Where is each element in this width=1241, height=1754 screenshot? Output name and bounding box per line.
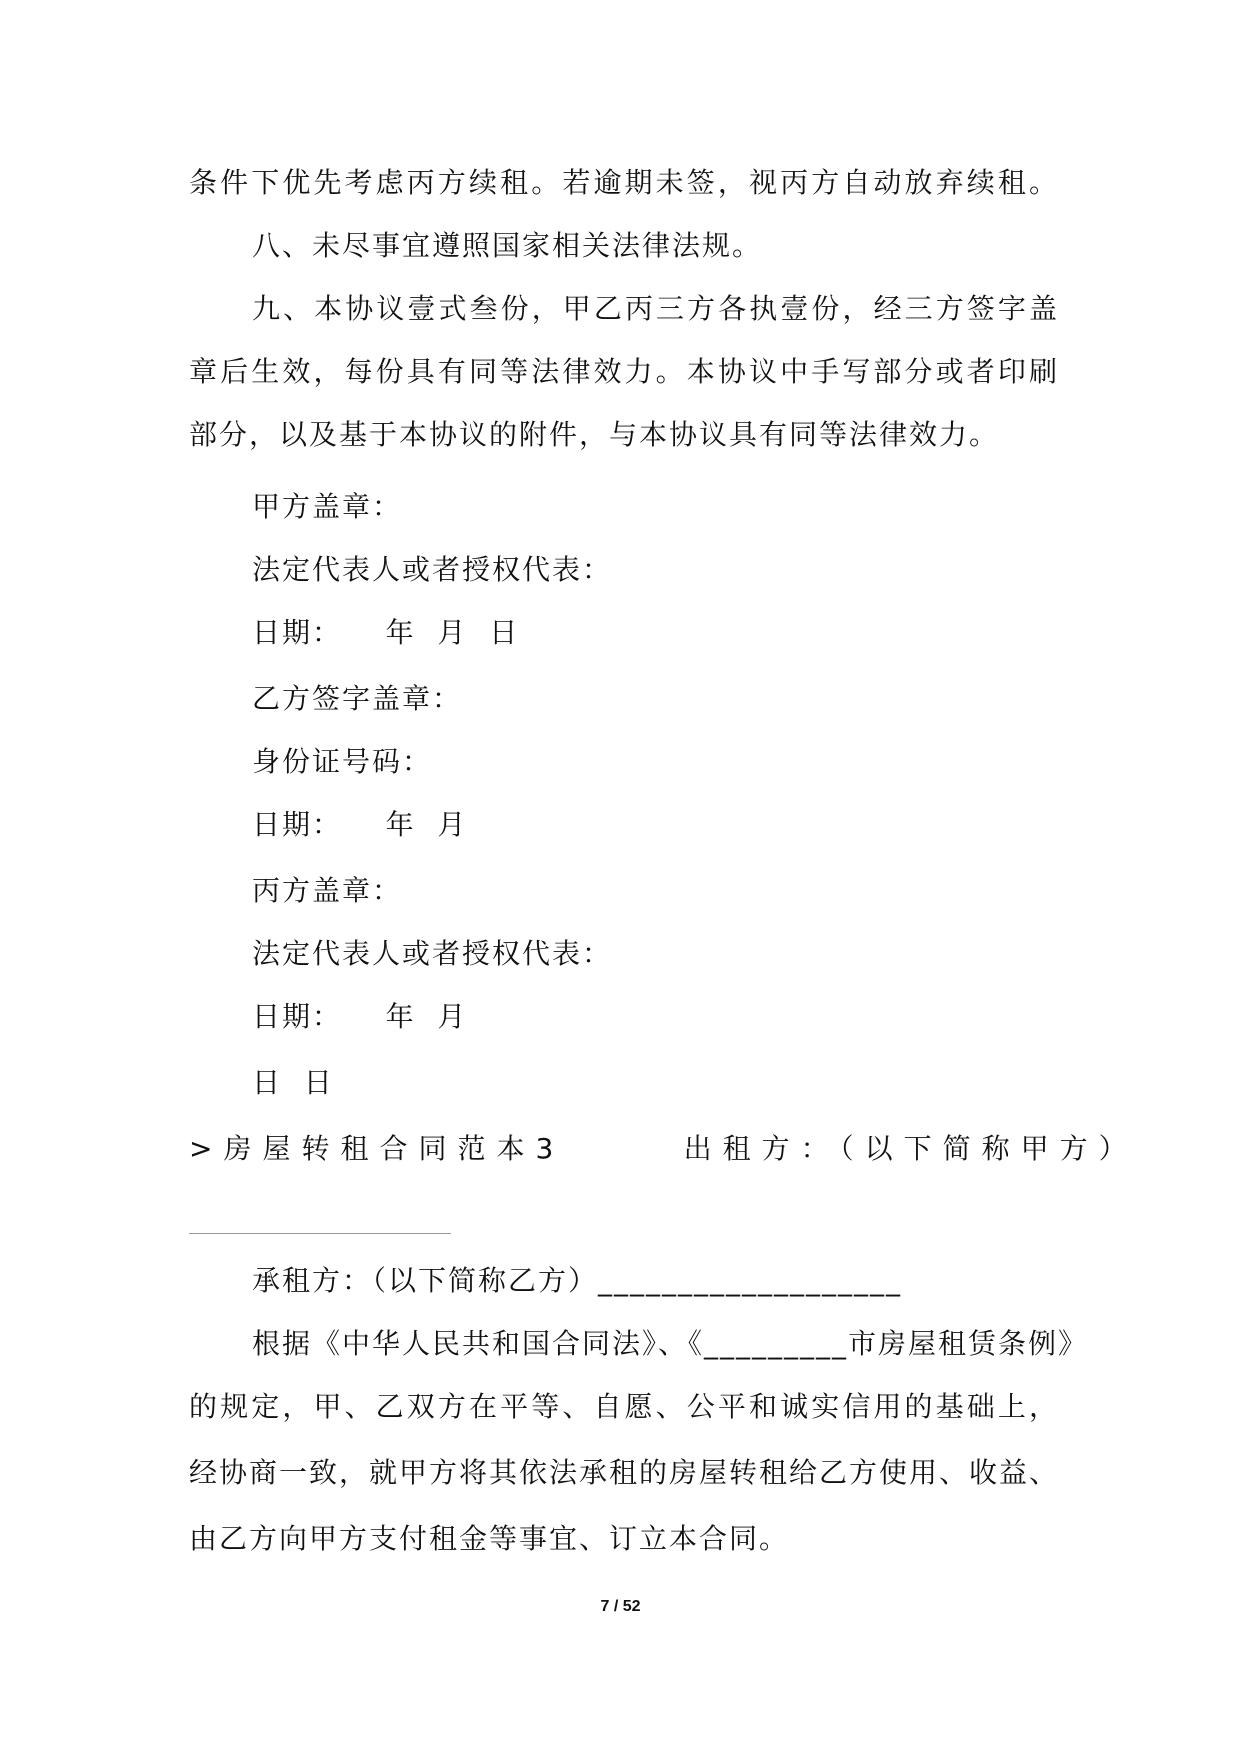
- paragraph-line: 经协商一致，就甲方将其依法承租的房屋转租给乙方使用、收益、: [189, 1456, 1060, 1489]
- paragraph-line: 由乙方向甲方支付租金等事宜、订立本合同。: [189, 1522, 790, 1555]
- signature-label: 身份证号码：: [252, 745, 433, 778]
- signature-label: 乙方签字盖章：: [252, 682, 463, 715]
- paragraph-line: 部分，以及基于本协议的附件，与本协议具有同等法律效力。: [189, 418, 1000, 451]
- page-number: 7 / 52: [600, 1598, 641, 1615]
- date-line: 日期： 年 月 日: [252, 616, 520, 649]
- signature-label: 法定代表人或者授权代表：: [252, 553, 613, 586]
- paragraph-line: 承租方：（以下简称乙方）___________________: [252, 1264, 903, 1297]
- signature-label: 法定代表人或者授权代表：: [252, 937, 613, 970]
- date-line: 日 日: [252, 1066, 334, 1099]
- paragraph-line: 的规定，甲、乙双方在平等、自愿、公平和诚实信用的基础上，: [189, 1390, 1059, 1423]
- paragraph-line: 条件下优先考虑丙方续租。若逾期未签，视丙方自动放弃续租。: [189, 166, 1059, 199]
- signature-label: 丙方盖章：: [252, 874, 403, 907]
- signature-label: 甲方盖章：: [252, 490, 403, 523]
- paragraph-line: 八、未尽事宜遵照国家相关法律法规。: [252, 229, 763, 262]
- blank-underline: [189, 1233, 451, 1234]
- date-line: 日期： 年 月: [252, 808, 468, 841]
- paragraph-line: 章后生效，每份具有同等法律效力。本协议中手写部分或者印刷: [189, 355, 1059, 388]
- paragraph-line: 九、本协议壹式叁份，甲乙丙三方各执壹份，经三方签字盖: [252, 292, 1059, 325]
- section-heading: >房屋转租合同范本3 出租方：（以下简称甲方）: [189, 1132, 1138, 1165]
- paragraph-line: 根据《中华人民共和国合同法》、《_________市房屋租赁条例》: [252, 1327, 1089, 1360]
- date-line: 日期： 年 月: [252, 1000, 468, 1033]
